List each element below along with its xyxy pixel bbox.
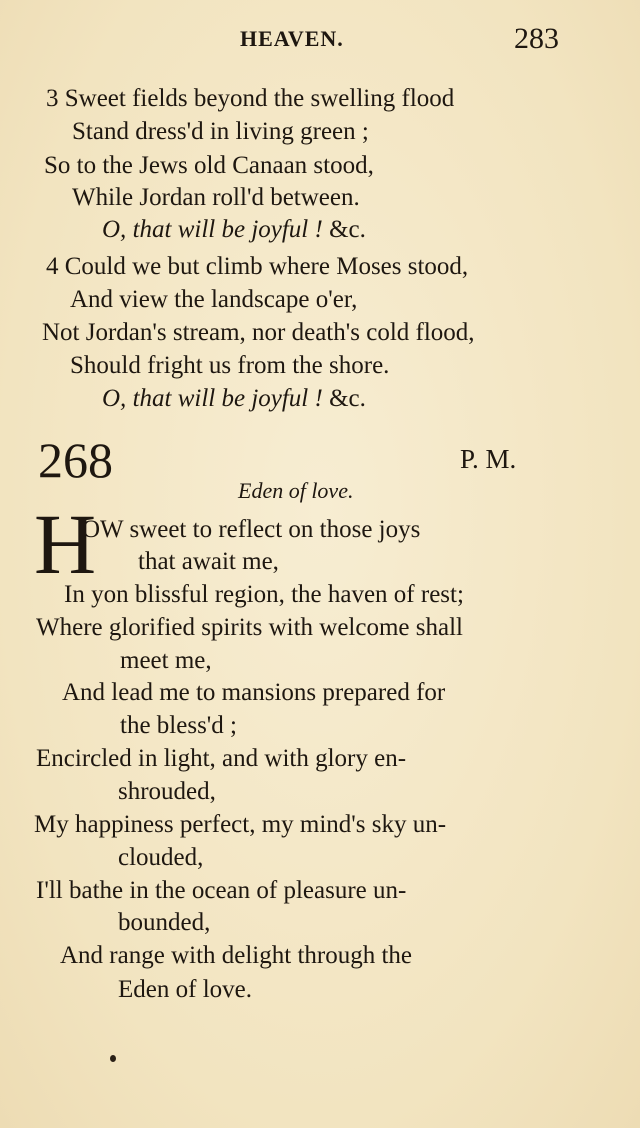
page-number: 283: [514, 22, 559, 55]
hymn-line: OW sweet to reflect on those joys: [82, 516, 421, 543]
hymn-line: that await me,: [138, 548, 279, 575]
ink-dot: [110, 1055, 116, 1062]
hymn-line: And lead me to mansions prepared for: [62, 679, 446, 706]
hymn-line: clouded,: [118, 844, 204, 871]
refrain-o: O,: [102, 385, 127, 412]
hymn-line: Where glorified spirits with welcome shall: [36, 614, 463, 641]
refrain-text: that will be joyful !: [132, 385, 323, 412]
hymn-line: the bless'd ;: [120, 712, 237, 739]
refrain-o: O,: [102, 216, 127, 243]
hymn-number: 268: [38, 432, 113, 488]
refrain-text: that will be joyful !: [132, 216, 323, 243]
drop-cap: H: [34, 496, 97, 592]
hymn-line: Eden of love.: [118, 976, 252, 1003]
verse-3-line-2: Stand dress'd in living green ;: [72, 118, 369, 145]
hymn-meter: P. M.: [460, 444, 517, 474]
hymn-line: And range with delight through the: [60, 942, 413, 969]
verse-4-line-4: Should fright us from the shore.: [70, 352, 390, 379]
verse-4-refrain: [102, 384, 366, 414]
verse-3-line-1: 3 Sweet fields beyond the swelling flood: [46, 85, 455, 112]
hymn-line: meet me,: [120, 647, 212, 674]
verse-4-line-1: 4 Could we but climb where Moses stood,: [46, 253, 469, 280]
hymn-line: bounded,: [118, 909, 211, 936]
refrain-etc: &c.: [329, 216, 366, 243]
verse-3-line-4: While Jordan roll'd between.: [72, 184, 360, 211]
verse-3-line-3: So to the Jews old Canaan stood,: [44, 152, 374, 179]
hymn-line: In yon blissful region, the haven of rest;: [64, 581, 464, 608]
hymn-title: Eden of love.: [238, 478, 354, 503]
hymn-line: My happiness perfect, my mind's sky un-: [34, 811, 447, 838]
verse-4-line-3: Not Jordan's stream, nor death's cold flood,: [42, 319, 475, 346]
hymn-line: shrouded,: [118, 778, 216, 805]
verse-3-refrain: [102, 215, 366, 245]
hymn-line: Encircled in light, and with glory en-: [36, 745, 407, 772]
verse-4-line-2: And view the landscape o'er,: [70, 286, 358, 313]
refrain-etc: &c.: [329, 385, 366, 412]
hymn-line: I'll bathe in the ocean of pleasure un-: [36, 877, 407, 904]
running-header: HEAVEN.: [240, 26, 344, 51]
